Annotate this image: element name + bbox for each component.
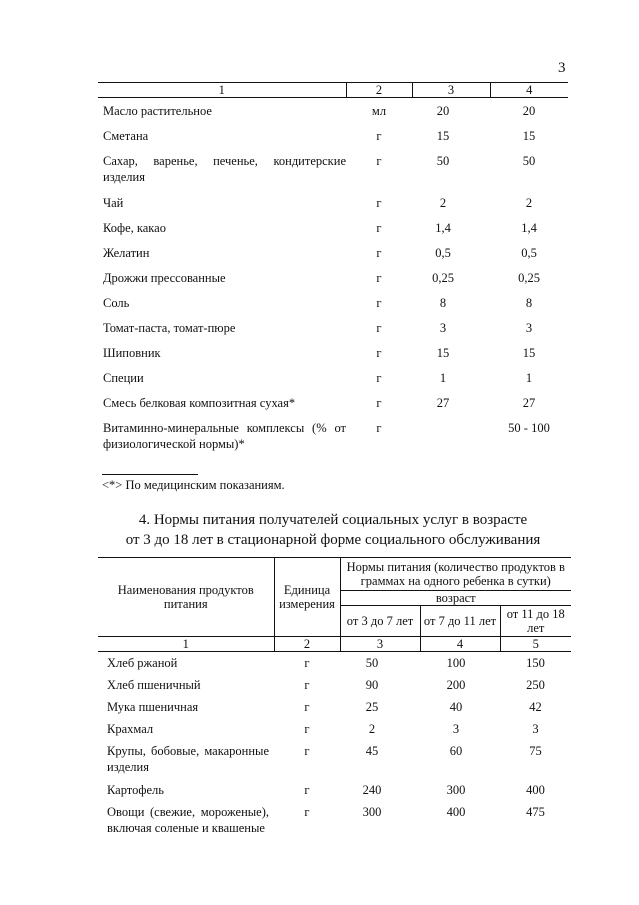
norm-value: 27 <box>436 396 450 410</box>
nutrition-table-continued <box>98 82 568 464</box>
product-name: Сметана <box>103 129 149 143</box>
header-age-group: от 3 до 7 лет <box>340 606 420 637</box>
norm-value: 15 <box>436 129 450 143</box>
norm-value: 0,25 <box>518 271 540 285</box>
norm-value: 50 <box>522 154 536 168</box>
table-row <box>98 265 568 290</box>
norm-value: 50 <box>436 154 450 168</box>
unit: г <box>304 656 310 670</box>
norm-value: 2 <box>439 196 447 210</box>
unit: г <box>376 154 382 168</box>
table-row <box>98 98 568 124</box>
product-name: Витаминно-минеральные комплексы (% от физиологической нормы)* <box>103 421 346 451</box>
page-number: 3 <box>558 60 566 76</box>
unit: мл <box>371 104 387 118</box>
unit: г <box>376 221 382 235</box>
norm-value: 300 <box>362 805 382 819</box>
product-name: Томат-паста, томат-пюре <box>103 321 236 335</box>
norm-value: 42 <box>529 700 542 714</box>
product-name: Желатин <box>103 246 150 260</box>
norm-value: 15 <box>436 346 450 360</box>
table-row <box>98 148 568 190</box>
header-age: возраст <box>340 591 571 606</box>
nutrition-norms-table <box>98 557 571 856</box>
unit: г <box>376 271 382 285</box>
column-number: 5 <box>500 637 571 652</box>
norm-value: 20 <box>436 104 450 118</box>
table-row <box>98 696 571 718</box>
table-row <box>98 365 568 390</box>
column-number-row <box>98 83 568 98</box>
unit: г <box>376 396 382 410</box>
header-product-name: Наименования продуктов питания <box>98 558 274 637</box>
norm-value: 60 <box>449 744 463 758</box>
table-row <box>98 415 568 464</box>
footnote-divider <box>102 474 198 475</box>
product-name: Масло растительное <box>103 104 212 118</box>
section-title-line: 4. Нормы питания получателей социальных услуг в возрасте <box>138 512 528 528</box>
table-row <box>98 290 568 315</box>
norm-value: 300 <box>446 783 466 797</box>
norm-value: 0,5 <box>435 246 451 260</box>
table-row <box>98 652 571 675</box>
norm-value: 40 <box>449 700 463 714</box>
norm-value: 1 <box>439 371 447 385</box>
table-row <box>98 740 571 779</box>
header-norms: Нормы питания (количество продуктов в граммах на одного ребенка в сутки) <box>340 558 571 591</box>
unit: г <box>304 783 310 797</box>
column-number: 2 <box>346 83 412 98</box>
product-name: Кофе, какао <box>103 221 166 235</box>
table-row <box>98 390 568 415</box>
unit: г <box>304 805 310 819</box>
norm-value: 27 <box>522 396 536 410</box>
product-name: Смесь белковая композитная сухая* <box>103 396 296 410</box>
product-name: Овощи (свежие, мороженые), включая соленые и квашеные <box>107 805 269 835</box>
column-number: 3 <box>340 637 420 652</box>
norm-value: 200 <box>446 678 466 692</box>
column-number: 4 <box>420 637 500 652</box>
product-name: Картофель <box>107 783 164 797</box>
unit: г <box>376 196 382 210</box>
product-name: Соль <box>103 296 130 310</box>
norm-value: 15 <box>522 129 536 143</box>
unit: г <box>376 421 382 435</box>
unit: г <box>304 678 310 692</box>
unit: г <box>304 722 310 736</box>
unit: г <box>376 129 382 143</box>
norm-value: 400 <box>526 783 545 797</box>
unit: г <box>376 371 382 385</box>
product-name: Хлеб ржаной <box>107 656 178 670</box>
norm-value: 15 <box>522 346 536 360</box>
product-name: Сахар, варенье, печенье, кондитерские изделия <box>103 154 346 184</box>
table-row <box>98 240 568 265</box>
product-name: Шиповник <box>103 346 161 360</box>
footnote: <*> По медицинским показаниям. <box>102 478 285 492</box>
norm-value: 75 <box>529 744 542 758</box>
header-unit: Единица измерения <box>274 558 340 637</box>
norm-value: 475 <box>526 805 545 819</box>
product-name: Хлеб пшеничный <box>107 678 201 692</box>
norm-value <box>404 415 482 464</box>
norm-value: 240 <box>362 783 382 797</box>
product-name: Дрожжи прессованные <box>103 271 226 285</box>
product-name: Крахмал <box>107 722 154 736</box>
table-row <box>98 718 571 740</box>
table-row <box>98 340 568 365</box>
header-age-group: от 7 до 11 лет <box>420 606 500 637</box>
norm-value: 100 <box>446 656 466 670</box>
column-number: 1 <box>98 83 346 98</box>
norm-value: 20 <box>522 104 536 118</box>
table-row <box>98 674 571 696</box>
norm-value: 0,5 <box>521 246 537 260</box>
norm-value: 50 - 100 <box>508 421 550 435</box>
column-number: 1 <box>98 637 274 652</box>
table-row <box>98 801 571 856</box>
table-row <box>98 190 568 215</box>
norm-value: 0,25 <box>432 271 454 285</box>
header-age-group: от 11 до 18 лет <box>500 606 571 637</box>
table-row <box>98 779 571 801</box>
unit: г <box>376 296 382 310</box>
norm-value: 90 <box>365 678 379 692</box>
column-number: 4 <box>490 83 568 98</box>
unit: г <box>304 744 310 758</box>
product-name: Чай <box>103 196 124 210</box>
product-name: Крупы, бобовые, макаронные изделия <box>107 744 269 774</box>
table-row <box>98 123 568 148</box>
norm-value: 3 <box>525 321 533 335</box>
norm-value: 2 <box>368 722 376 736</box>
norm-value: 2 <box>525 196 533 210</box>
table-row <box>98 315 568 340</box>
norm-value: 150 <box>526 656 545 670</box>
norm-value: 1,4 <box>435 221 451 235</box>
norm-value: 8 <box>439 296 447 310</box>
unit: г <box>304 700 310 714</box>
unit: г <box>376 321 382 335</box>
norm-value: 45 <box>365 744 379 758</box>
unit: г <box>376 346 382 360</box>
norm-value: 50 <box>365 656 379 670</box>
norm-value: 1 <box>525 371 533 385</box>
norm-value: 1,4 <box>521 221 537 235</box>
norm-value: 250 <box>526 678 545 692</box>
norm-value: 400 <box>446 805 466 819</box>
product-name: Специи <box>103 371 144 385</box>
norm-value: 3 <box>532 722 539 736</box>
section-title <box>98 510 568 550</box>
column-number: 3 <box>412 83 490 98</box>
norm-value: 3 <box>452 722 460 736</box>
section-title-line: от 3 до 18 лет в стационарной форме социального обслуживания <box>125 532 541 548</box>
norm-value: 8 <box>525 296 533 310</box>
norm-value: 25 <box>365 700 379 714</box>
unit: г <box>376 246 382 260</box>
column-number: 2 <box>274 637 340 652</box>
product-name: Мука пшеничная <box>107 700 199 714</box>
table-row <box>98 215 568 240</box>
norm-value: 3 <box>439 321 447 335</box>
